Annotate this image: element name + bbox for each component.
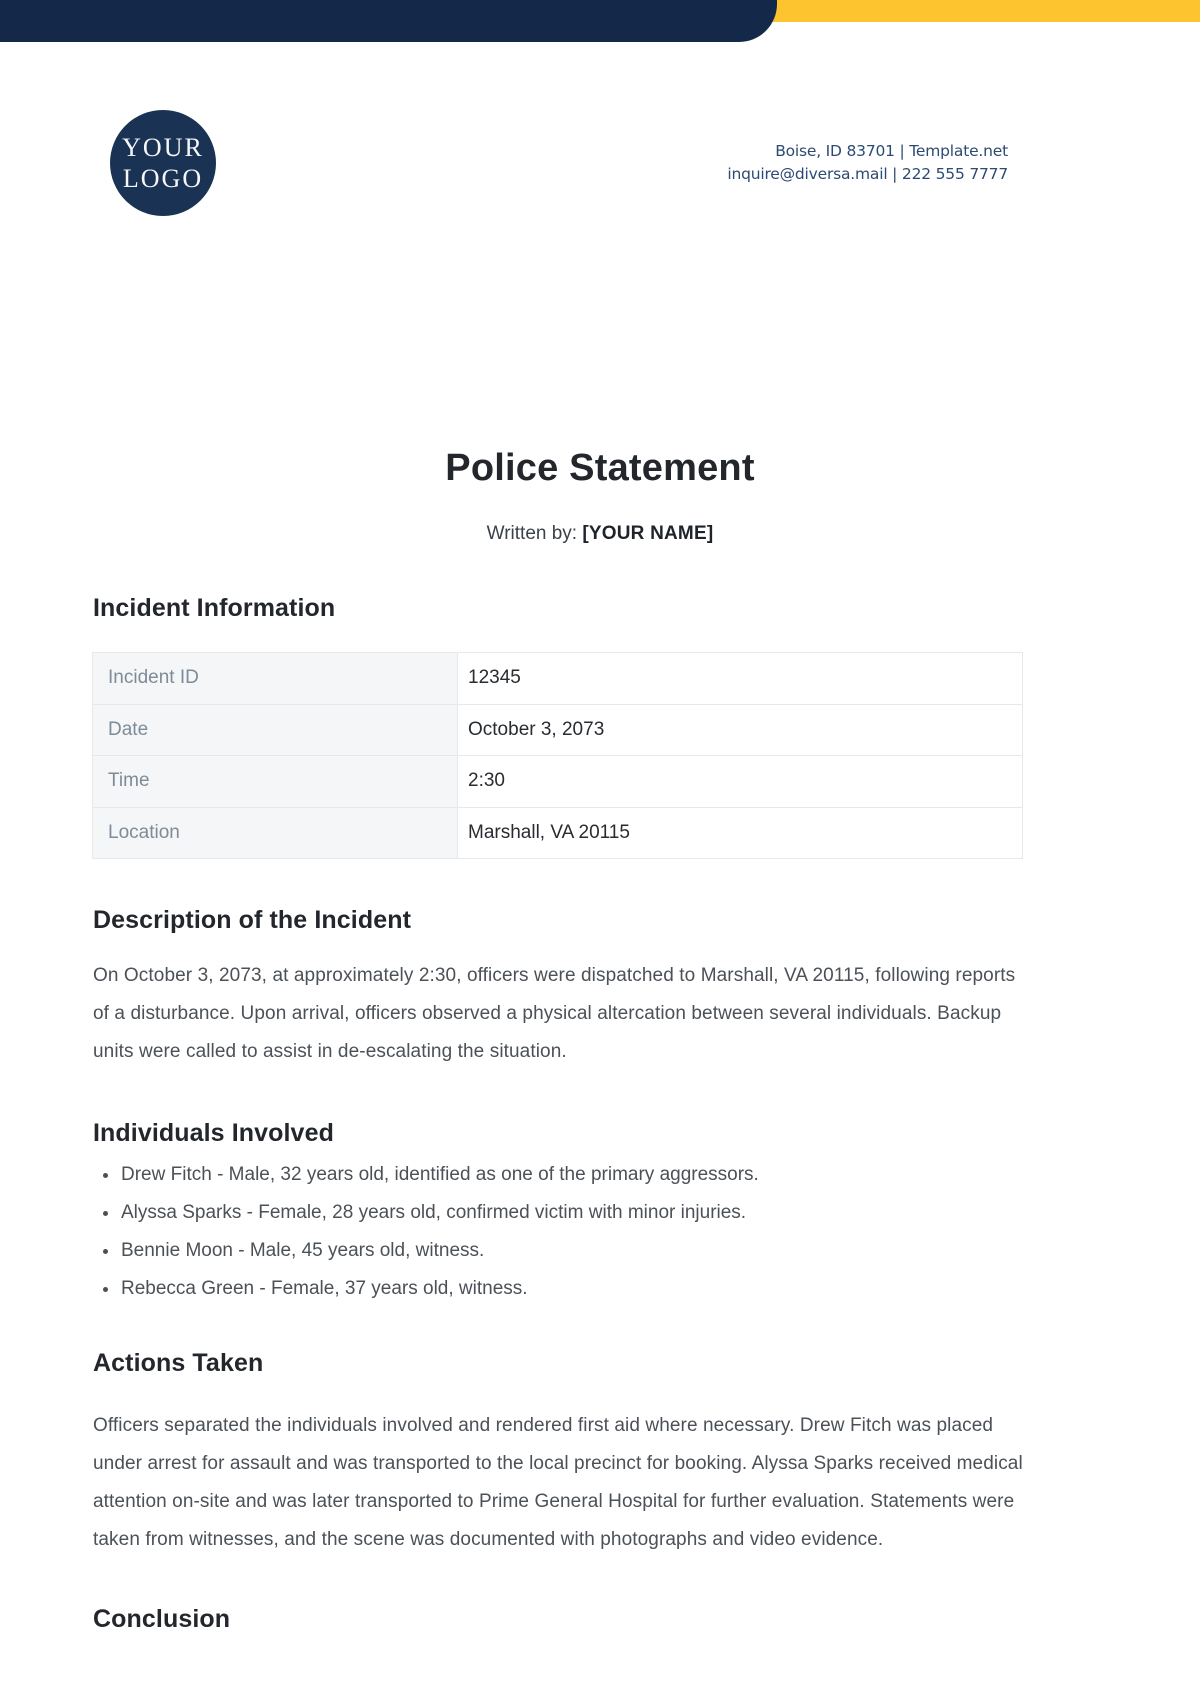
section-heading-individuals: Individuals Involved <box>93 1119 334 1147</box>
table-row-time <box>93 756 1023 808</box>
row-value: October 3, 2073 <box>458 704 1023 756</box>
document-body <box>93 0 1107 1634</box>
section-heading-description: Description of the Incident <box>93 906 411 934</box>
section-heading-conclusion: Conclusion <box>93 1605 231 1633</box>
contact-email-phone-line: inquire@diversa.mail | 222 555 7777 <box>727 165 1008 183</box>
individuals-list <box>93 1156 1024 1308</box>
table-row-incident-id <box>93 653 1023 705</box>
section-heading-incident-information: Incident Information <box>93 594 336 622</box>
row-label: Date <box>93 704 458 756</box>
logo-text-line2: LOGO <box>122 164 204 193</box>
list-item: Bennie Moon - Male, 45 years old, witness. <box>93 1232 1024 1270</box>
table-row-date <box>93 704 1023 756</box>
row-label: Time <box>93 756 458 808</box>
logo-text-line1: YOUR <box>122 133 204 162</box>
byline-label: Written by: <box>486 523 578 544</box>
byline <box>93 521 1107 546</box>
accent-bar-yellow <box>768 0 1200 22</box>
list-item: Rebecca Green - Female, 37 years old, witness. <box>93 1270 1024 1308</box>
accent-bar-navy <box>0 0 777 42</box>
list-item: Alyssa Sparks - Female, 28 years old, confirmed victim with minor injuries. <box>93 1194 1024 1232</box>
contact-address-line: Boise, ID 83701 | Template.net <box>775 142 1008 160</box>
row-label: Location <box>93 807 458 859</box>
document-title: Police Statement <box>445 447 755 489</box>
row-value: Marshall, VA 20115 <box>458 807 1023 859</box>
description-paragraph: On October 3, 2073, at approximately 2:30, officers were dispatched to Marshall, VA 20115, following reports of a disturbance. Upon arrival, officers observed a physical altercation between several individuals. Backup units were called to assist in de-escalating the situation. <box>93 965 1016 1062</box>
row-value: 2:30 <box>458 756 1023 808</box>
table-row-location <box>93 807 1023 859</box>
section-heading-actions: Actions Taken <box>93 1349 264 1377</box>
incident-info-table <box>92 652 1023 859</box>
row-value: 12345 <box>458 653 1023 705</box>
byline-name: [YOUR NAME] <box>582 523 714 544</box>
actions-paragraph: Officers separated the individuals involved and rendered first aid where necessary. Drew Fitch was placed under arrest for assault and was transported to the local precinct for booking. Alyssa Sparks received medical attention on-site and was later transported to Prime General Hospital for further evaluation. Statements were taken from witnesses, and the scene was documented with photographs and video evidence. <box>93 1415 1023 1550</box>
list-item: Drew Fitch - Male, 32 years old, identified as one of the primary aggressors. <box>93 1156 1024 1194</box>
row-label: Incident ID <box>93 653 458 705</box>
